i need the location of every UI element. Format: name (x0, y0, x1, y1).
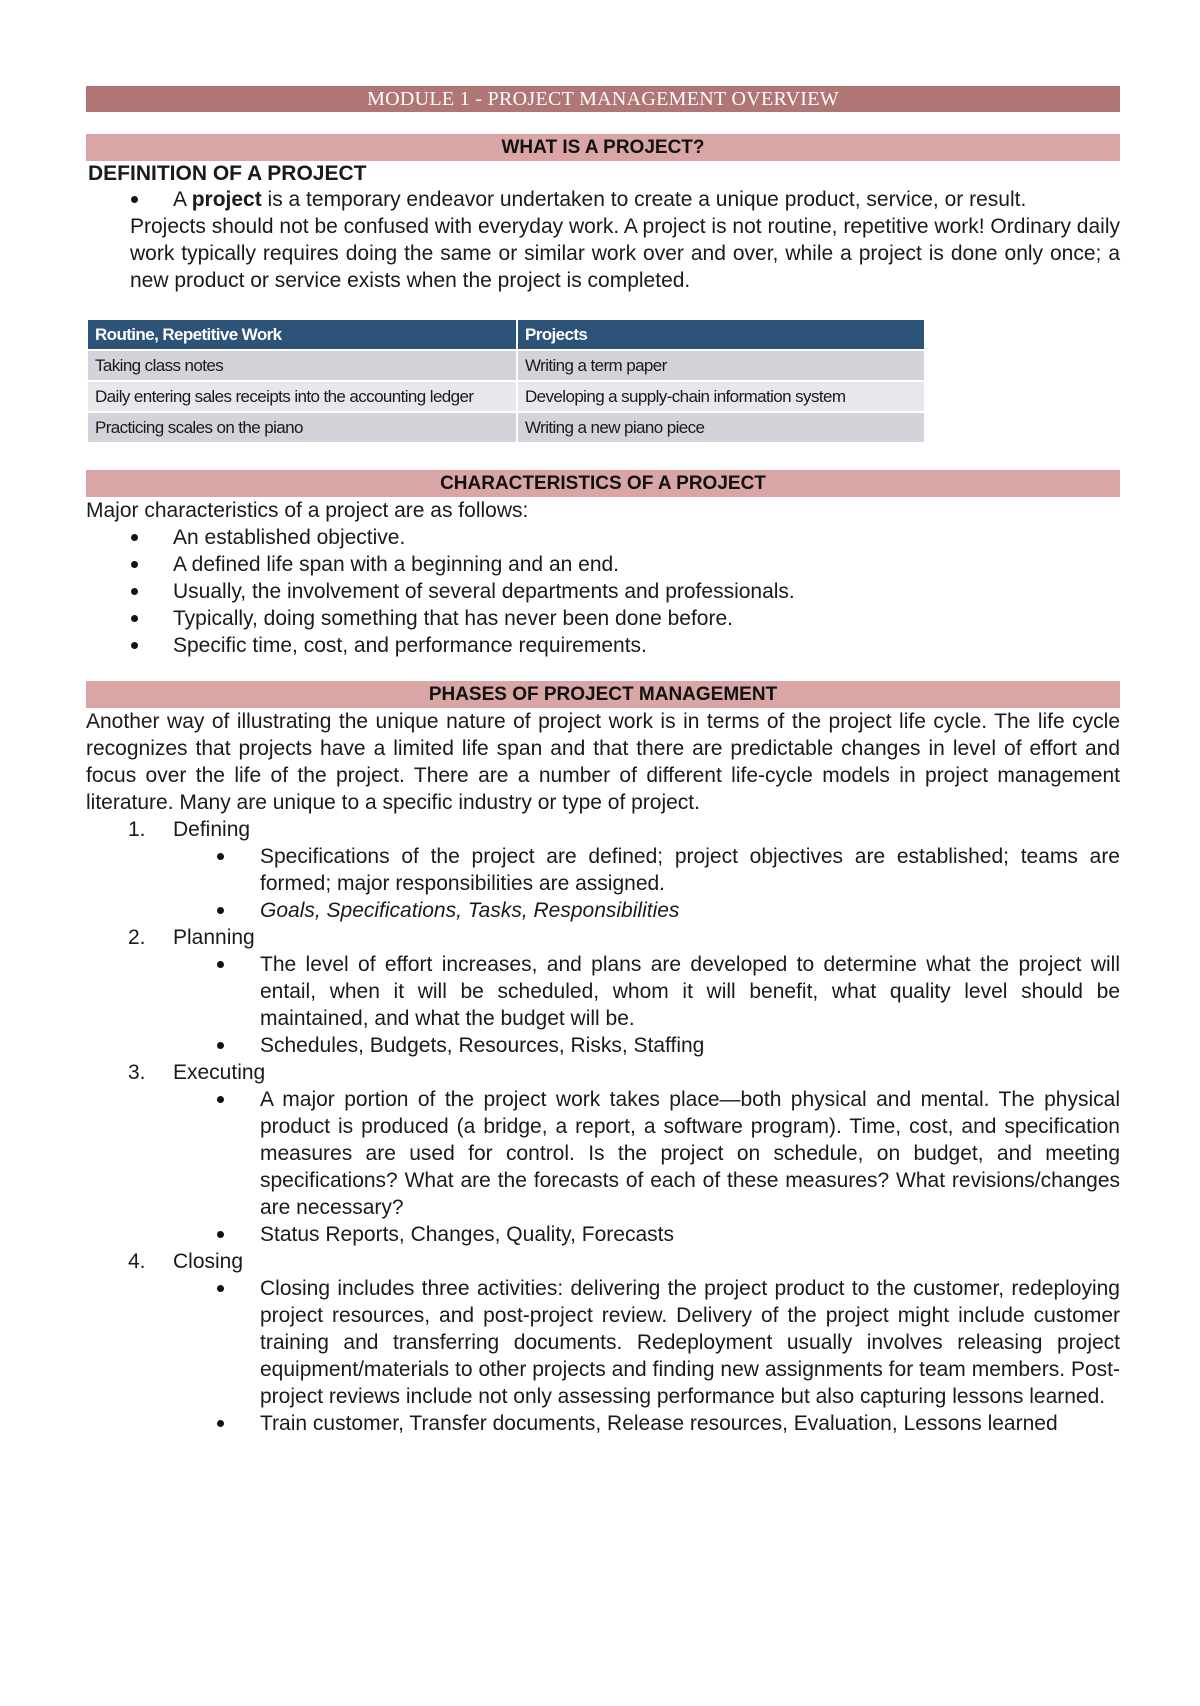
phase-details (173, 1275, 1120, 1437)
bullet-icon (217, 1420, 224, 1427)
bullet-icon (131, 615, 138, 622)
bullet-icon (217, 853, 224, 860)
list-item-text: An established objective. (173, 526, 406, 549)
phase-details (173, 843, 1120, 924)
phase-keywords: Schedules, Budgets, Resources, Risks, Staffing (260, 1034, 705, 1057)
bullet-icon (217, 961, 224, 968)
phase-description: Closing includes three activities: delivering the project product to the customer, redeploying project resources, and post-project review. Delivery of the project might include customer training and transferring documents. Redeployment usually involves releasing project equipment/materials to other projects and finding new assignments for team members. Post-project reviews include not only assessing performance but also capturing lessons learned. (260, 1277, 1120, 1408)
bullet-icon (217, 907, 224, 914)
section-banner-phases: PHASES OF PROJECT MANAGEMENT (86, 681, 1120, 708)
list-item-text: Typically, doing something that has never been done before. (173, 607, 733, 630)
bullet-icon (217, 1231, 224, 1238)
list-item (86, 1086, 1120, 1221)
list-item (86, 1275, 1120, 1410)
list-item (86, 1410, 1120, 1437)
section-banner-characteristics: CHARACTERISTICS OF A PROJECT (86, 470, 1120, 497)
phase-number: 4. (128, 1250, 146, 1273)
table-cell: Writing a new piano piece (517, 412, 924, 442)
table-cell: Developing a supply-chain information system (517, 381, 924, 412)
bullet-icon (131, 196, 138, 203)
list-item (86, 524, 1120, 551)
definition-paragraph: Projects should not be confused with everyday work. A project is not routine, repetitive work! Ordinary daily work typically requires doing the same or similar work over and over, while a project is done only once; a new product or service exists when the project is completed. (130, 215, 1120, 292)
definition-list (86, 186, 1120, 213)
definition-text: is a temporary endeavor undertaken to create a unique product, service, or result. (261, 188, 1027, 211)
phase-item-executing (86, 1059, 1120, 1248)
bullet-icon (131, 642, 138, 649)
bullet-icon (217, 1042, 224, 1049)
table-header-row (88, 320, 924, 350)
phase-details (173, 951, 1120, 1059)
phase-name: Closing (173, 1250, 244, 1273)
routine-vs-projects-table (88, 320, 924, 442)
definition-bullet (86, 186, 1120, 213)
list-item-text: A defined life span with a beginning and an end. (173, 553, 620, 576)
module-title: MODULE 1 - PROJECT MANAGEMENT OVERVIEW (86, 86, 1120, 112)
phase-number: 1. (128, 818, 146, 841)
phases-list (86, 816, 1120, 1437)
document-page (86, 86, 1120, 1437)
definition-term: project (191, 188, 262, 211)
list-item (86, 843, 1120, 897)
phase-name: Executing (173, 1061, 266, 1084)
phase-details (173, 1086, 1120, 1248)
bullet-icon (131, 561, 138, 568)
list-item (86, 551, 1120, 578)
phase-description: A major portion of the project work takes place—both physical and mental. The physical product is produced (a bridge, a report, a software program). Time, cost, and specification measures are used for control. Is the project on schedule, on budget, and meeting specifications? What are the forecasts of each of these measures? What revisions/changes are necessary? (260, 1088, 1120, 1219)
list-item (86, 632, 1120, 659)
phase-name: Planning (173, 926, 255, 949)
definition-subheading: DEFINITION OF A PROJECT (88, 162, 367, 185)
characteristics-intro: Major characteristics of a project are as follows: (86, 499, 529, 522)
phase-name: Defining (173, 818, 251, 841)
bullet-icon (217, 1096, 224, 1103)
definition-prefix: A (173, 188, 192, 211)
phase-keywords: Status Reports, Changes, Quality, Forecasts (260, 1223, 674, 1246)
phase-item-planning (86, 924, 1120, 1059)
list-item (86, 605, 1120, 632)
table-row (88, 381, 924, 412)
list-item (86, 1221, 1120, 1248)
phase-item-closing (86, 1248, 1120, 1437)
phase-description: Specifications of the project are defined; project objectives are established; teams are formed; major responsibilities are assigned. (260, 845, 1120, 895)
phases-intro: Another way of illustrating the unique nature of project work is in terms of the project life cycle. The life cycle recognizes that projects have a limited life span and that there are predictable changes in level of effort and focus over the life of the project. There are a number of different life-cycle models in project management literature. Many are unique to a specific industry or type of project. (86, 710, 1120, 814)
list-item (86, 951, 1120, 1032)
table-row (88, 350, 924, 381)
list-item (86, 1032, 1120, 1059)
phase-keywords: Goals, Specifications, Tasks, Responsibilities (260, 899, 680, 922)
table-header-routine: Routine, Repetitive Work (88, 320, 517, 350)
table-cell: Taking class notes (88, 350, 517, 381)
list-item-text: Usually, the involvement of several departments and professionals. (173, 580, 795, 603)
bullet-icon (131, 534, 138, 541)
bullet-icon (217, 1285, 224, 1292)
table-cell: Writing a term paper (517, 350, 924, 381)
bullet-icon (131, 588, 138, 595)
table-header-projects: Projects (517, 320, 924, 350)
list-item (86, 897, 1120, 924)
phase-number: 2. (128, 926, 146, 949)
list-item (86, 578, 1120, 605)
table-cell: Practicing scales on the piano (88, 412, 517, 442)
phase-description: The level of effort increases, and plans are developed to determine what the project will entail, when it will be scheduled, whom it will benefit, what quality level should be maintained, and what the budget will be. (260, 953, 1120, 1030)
phase-number: 3. (128, 1061, 146, 1084)
phase-item-defining (86, 816, 1120, 924)
table-row (88, 412, 924, 442)
table-cell: Daily entering sales receipts into the accounting ledger (88, 381, 517, 412)
section-banner-what-is-a-project: WHAT IS A PROJECT? (86, 134, 1120, 161)
list-item-text: Specific time, cost, and performance requirements. (173, 634, 647, 657)
characteristics-list (86, 524, 1120, 659)
phase-keywords: Train customer, Transfer documents, Release resources, Evaluation, Lessons learned (260, 1412, 1058, 1435)
